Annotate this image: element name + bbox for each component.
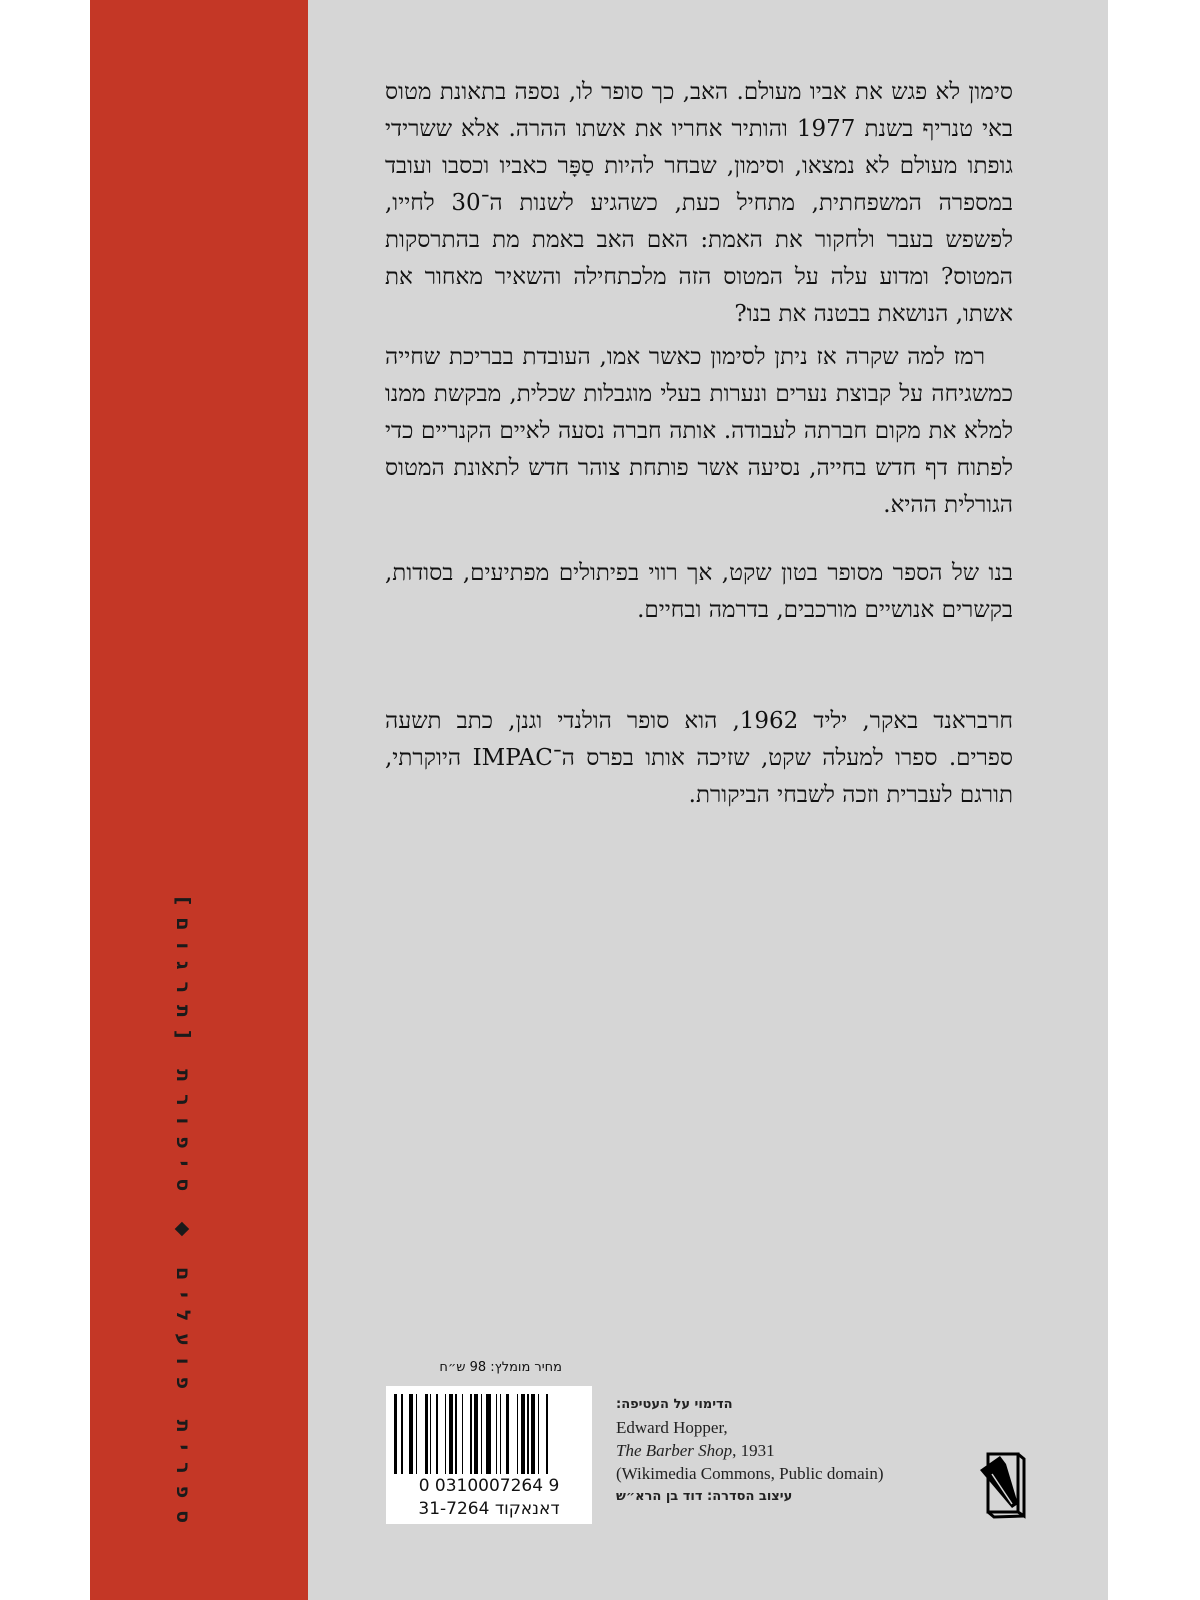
author-bio: חרבראנד באקר, יליד 1962, הוא סופר הולנדי וגנן, כתב תשעה ספרים. ספרו למעלה שקט, שזיכה אותו בפרס ה־IMPAC היוקרתי, תורגם לעברית וזכה לשבחי הביקורת. <box>385 708 1013 808</box>
barcode-number: 0 0310007264 9 <box>418 1476 560 1496</box>
publisher-book-logo-icon <box>978 1450 1030 1520</box>
spine-red-band <box>90 0 308 1600</box>
barcode <box>386 1386 592 1524</box>
artwork-line <box>616 1439 936 1462</box>
barcode-bars <box>394 1394 584 1474</box>
series-design-credit: עיצוב הסדרה: דוד בן הרא״ש <box>616 1489 793 1504</box>
artwork-title: The Barber Shop <box>616 1441 733 1460</box>
image-source: (Wikimedia Commons, Public domain) <box>616 1464 884 1483</box>
danacode: 31-7264 דאנאקוד <box>418 1499 560 1519</box>
spine-series-label: ספרית פועלים ◆ סיפורת [תרגום] <box>172 896 194 1535</box>
blurb-text <box>385 74 1013 814</box>
artist-name: Edward Hopper, <box>616 1418 728 1437</box>
artwork-year: , 1931 <box>732 1441 775 1460</box>
cover-image-label: הדימוי על העטיפה: <box>616 1397 733 1412</box>
cover-credits <box>616 1393 936 1508</box>
blurb-paragraph-1: סימון לא פגש את אביו מעולם. האב, כך סופר לו, נספה בתאונת מטוס באי טנריף בשנת 1977 והותיר אחריו את אשתו ההרה. אלא ששרידי גופתו מעולם לא נמצאו, וסימון, שבחר להיות סַפָּר כאביו וכסבו ועובד במספרה המשפחתית, מתחיל כעת, כשהגיע לשנות ה־30 לחייו, לפשפש בעבר ולחקור את האמת: האם האב באמת מת בהתרסקות המטוס? ומדוע עלה על המטוס הזה מלכתחילה והשאיר מאחור את אשתו, הנושאת בבטנה את בנו? <box>385 79 1014 327</box>
price-label: מחיר מומלץ: 98 ש״ח <box>439 1360 562 1375</box>
blurb-paragraph-3: בנו של הספר מסופר בטון שקט, אך רווי בפיתולים מפתיעים, בסודות, בקשרים אנושיים מורכבים, בדרמה ובחיים. <box>385 560 1013 623</box>
blurb-paragraph-2: רמז למה שקרה אז ניתן לסימון כאשר אמו, העובדת בבריכת שחייה כמשגיחה על קבוצת נערים ונערות בעלי מוגבלות שכלית, מבקשת ממנו למלא את מקום חברתה לעבודה. אותה חברה נסעה לאיים הקנריים כדי לפתוח דף חדש בחייה, נסיעה אשר פותחת צוהר חדש לתאונת המטוס הגורלית ההיא. <box>385 344 1013 518</box>
